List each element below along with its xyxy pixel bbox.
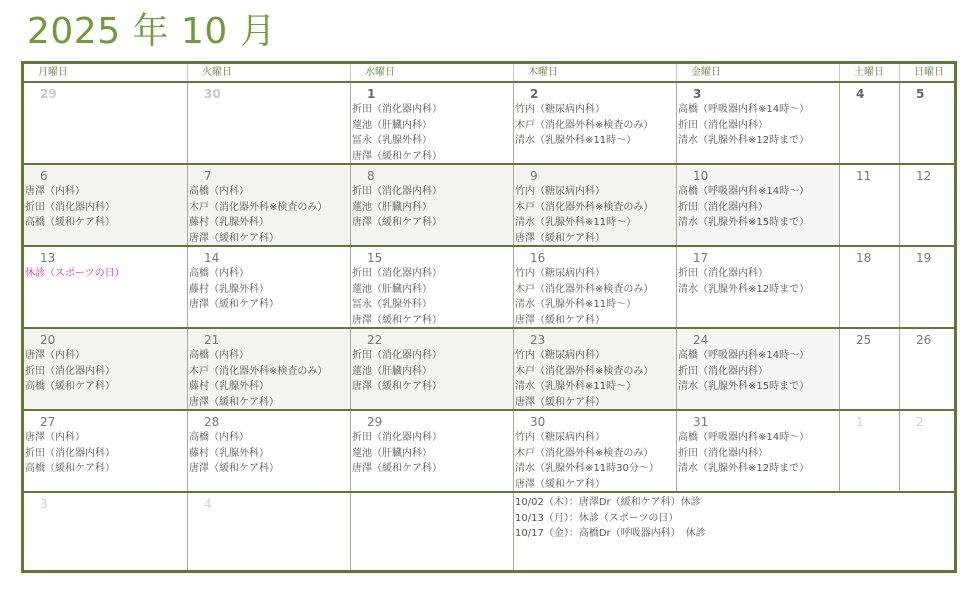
day-number: 21 (204, 333, 220, 347)
doctor-entry: 清水（乳腺外科※12時まで） (678, 463, 810, 475)
day-number: 26 (916, 333, 932, 347)
day-number: 11 (856, 169, 872, 183)
doctor-entry: 折田（消化器内科） (25, 447, 115, 459)
doctor-entry: 清水（乳腺外科※11時30分～） (515, 463, 659, 475)
day-cell[interactable] (513, 329, 676, 409)
doctor-entry: 折田（消化器内科） (352, 432, 442, 443)
day-number: 24 (693, 333, 709, 347)
doctor-entry: 折田（消化器内科） (352, 186, 442, 197)
doctor-entry: 高橋（呼吸器内科※14時～） (678, 432, 810, 443)
day-number: 30 (530, 415, 546, 429)
day-number: 16 (530, 251, 546, 265)
day-number: 3 (40, 497, 48, 511)
doctor-entry: 蓮池（肝臓内科） (352, 447, 432, 459)
day-number: 29 (40, 87, 57, 101)
day-number: 5 (916, 87, 925, 101)
weekday-header-4: 金曜日 (676, 64, 839, 81)
doctor-entry: 藤村（乳腺外科） (189, 381, 269, 393)
doctor-entry: 唐澤（緩和ケア科） (189, 463, 279, 475)
day-cell[interactable] (899, 83, 954, 163)
day-cell[interactable] (676, 165, 839, 245)
doctor-entry: 唐澤（内科） (25, 432, 85, 443)
day-cell[interactable] (187, 83, 350, 163)
day-number: 20 (40, 333, 56, 347)
doctor-entry: 高橋（内科） (189, 432, 249, 443)
day-number: 18 (856, 251, 872, 265)
doctor-entry: 藤村（乳腺外科） (189, 217, 269, 229)
doctor-entry: 高橋（呼吸器内科※14時～） (678, 186, 810, 197)
day-number: 25 (856, 333, 872, 347)
doctor-entry: 折田（消化器内科） (352, 268, 442, 279)
day-cell[interactable] (187, 329, 350, 409)
day-number: 17 (693, 251, 709, 265)
day-cell[interactable] (899, 329, 954, 409)
day-number: 7 (204, 169, 212, 183)
weekday-header-2: 水曜日 (350, 64, 513, 81)
doctor-entry: 唐澤（緩和ケア科） (352, 314, 442, 326)
weekday-header-3: 木曜日 (513, 64, 676, 81)
day-number: 31 (693, 415, 709, 429)
day-cell[interactable] (24, 83, 187, 163)
day-cell[interactable] (513, 165, 676, 245)
doctor-entry: 折田（消化器内科） (25, 201, 115, 213)
doctor-entry: 唐澤（緩和ケア科） (352, 381, 442, 393)
doctor-entry: 折田（消化器内科） (678, 201, 768, 213)
closure-note: 10/13（月）：休診（スポーツの日） (515, 512, 679, 524)
doctor-entry: 高橋（緩和ケア科） (25, 463, 115, 475)
day-number: 23 (530, 333, 546, 347)
doctor-entry: 唐澤（緩和ケア科） (189, 299, 279, 311)
doctor-entry: 折田（消化器内科） (678, 447, 768, 459)
doctor-entry: 折田（消化器内科） (25, 365, 115, 377)
day-cell[interactable] (187, 165, 350, 245)
day-cell[interactable] (350, 247, 513, 327)
doctor-entry: 竹内（糖尿病内科） (515, 186, 605, 197)
week-row (24, 329, 954, 411)
doctor-entry: 藤村（乳腺外科） (189, 447, 269, 459)
weekday-header-6: 日曜日 (899, 64, 954, 81)
day-cell[interactable] (513, 411, 676, 491)
week-row (24, 247, 954, 329)
doctor-entry: 高橋（緩和ケア科） (25, 381, 115, 393)
day-cell[interactable] (676, 329, 839, 409)
day-cell[interactable] (350, 493, 513, 570)
doctor-entry: 竹内（糖尿病内科） (515, 350, 605, 361)
day-cell[interactable] (899, 165, 954, 245)
doctor-entry: 竹内（糖尿病内科） (515, 104, 605, 115)
day-cell[interactable] (839, 165, 899, 245)
weekday-header-1: 火曜日 (187, 64, 350, 81)
day-number: 28 (204, 415, 220, 429)
week-row (24, 411, 954, 493)
doctor-entry: 清水（乳腺外科※11時～） (515, 135, 637, 147)
doctor-entry: 木戸（消化器外科※検査のみ） (515, 365, 654, 377)
day-cell[interactable] (350, 411, 513, 491)
day-cell[interactable] (24, 411, 187, 491)
day-cell[interactable] (187, 411, 350, 491)
doctor-entry: 折田（消化器内科） (678, 268, 768, 279)
day-cell[interactable] (24, 247, 187, 327)
doctor-entry: 蓮池（肝臓内科） (352, 283, 432, 295)
page-title: 2025 年 10 月 (27, 11, 277, 52)
doctor-entry: 清水（乳腺外科※12時まで） (678, 283, 810, 295)
doctor-entry: 折田（消化器内科） (678, 119, 768, 131)
day-cell[interactable] (24, 165, 187, 245)
doctor-entry: 唐澤（緩和ケア科） (515, 478, 605, 490)
closure-note: 10/17（金）：高橋Dr（呼吸器内科） 休診 (515, 528, 706, 539)
doctor-entry: 清水（乳腺外科※11時～） (515, 381, 637, 393)
calendar-grid (21, 61, 957, 573)
day-cell[interactable] (513, 83, 676, 163)
doctor-entry: 冨永（乳腺外科） (352, 299, 432, 311)
day-number: 14 (204, 251, 220, 265)
doctor-entry: 唐澤（緩和ケア科） (352, 150, 442, 162)
day-number: 1 (856, 415, 864, 429)
day-number: 4 (204, 497, 212, 511)
doctor-entry: 清水（乳腺外科※12時まで） (678, 135, 810, 147)
day-cell[interactable] (513, 247, 676, 327)
doctor-entry: 唐澤（内科） (25, 186, 85, 197)
doctor-entry: 休診（スポーツの日） (25, 268, 125, 279)
day-number: 12 (916, 169, 932, 183)
day-number: 22 (367, 333, 383, 347)
doctor-entry: 高橋（緩和ケア科） (25, 217, 115, 229)
day-cell[interactable] (839, 247, 899, 327)
doctor-entry: 唐澤（緩和ケア科） (515, 396, 605, 408)
doctor-entry: 唐澤（緩和ケア科） (189, 232, 279, 244)
doctor-entry: 折田（消化器内科） (352, 350, 442, 361)
day-cell[interactable] (187, 493, 350, 570)
day-number: 27 (40, 415, 56, 429)
day-cell[interactable] (676, 411, 839, 491)
doctor-entry: 唐澤（緩和ケア科） (352, 463, 442, 475)
day-number: 6 (40, 169, 48, 183)
doctor-entry: 清水（乳腺外科※11時～） (515, 217, 637, 229)
day-number: 3 (693, 87, 702, 101)
day-cell[interactable] (24, 493, 187, 570)
day-cell[interactable] (676, 247, 839, 327)
doctor-entry: 藤村（乳腺外科） (189, 283, 269, 295)
doctor-entry: 木戸（消化器外科※検査のみ） (515, 447, 654, 459)
day-number: 30 (204, 87, 221, 101)
day-cell[interactable] (899, 411, 954, 491)
doctor-entry: 竹内（糖尿病内科） (515, 268, 605, 279)
doctor-entry: 冨永（乳腺外科） (352, 135, 432, 147)
day-number: 4 (856, 87, 865, 101)
doctor-entry: 木戸（消化器外科※検査のみ） (515, 283, 654, 295)
week-row (24, 165, 954, 247)
day-cell[interactable] (187, 247, 350, 327)
notes-cell (513, 493, 954, 570)
doctor-entry: 清水（乳腺外科※15時まで） (678, 217, 810, 229)
doctor-entry: 高橋（内科） (189, 186, 249, 197)
day-cell[interactable] (839, 329, 899, 409)
doctor-entry: 蓮池（肝臓内科） (352, 201, 432, 213)
doctor-entry: 高橋（内科） (189, 268, 249, 279)
day-cell[interactable] (839, 411, 899, 491)
doctor-entry: 高橋（呼吸器内科※14時～） (678, 350, 810, 361)
day-number: 19 (916, 251, 932, 265)
day-number: 29 (367, 415, 383, 429)
day-cell[interactable] (350, 83, 513, 163)
day-cell[interactable] (350, 165, 513, 245)
doctor-entry: 木戸（消化器外科※検査のみ） (515, 201, 654, 213)
doctor-entry: 高橋（内科） (189, 350, 249, 361)
day-number: 10 (693, 169, 709, 183)
doctor-entry: 清水（乳腺外科※11時～） (515, 299, 637, 311)
doctor-entry: 木戸（消化器外科※検査のみ） (189, 201, 328, 213)
doctor-entry: 清水（乳腺外科※15時まで） (678, 381, 810, 393)
doctor-entry: 蓮池（肝臓内科） (352, 119, 432, 131)
doctor-entry: 唐澤（緩和ケア科） (189, 396, 279, 408)
doctor-entry: 木戸（消化器外科※検査のみ） (189, 365, 328, 377)
day-cell[interactable] (24, 329, 187, 409)
day-cell[interactable] (839, 83, 899, 163)
doctor-entry: 唐澤（緩和ケア科） (515, 232, 605, 244)
doctor-entry: 高橋（呼吸器内科※14時～） (678, 104, 810, 115)
weekday-header (24, 64, 954, 83)
day-number (351, 493, 513, 512)
doctor-entry: 折田（消化器内科） (352, 104, 442, 115)
day-number: 13 (40, 251, 56, 265)
doctor-entry: 木戸（消化器外科※検査のみ） (515, 119, 654, 131)
day-cell[interactable] (899, 247, 954, 327)
doctor-entry: 唐澤（緩和ケア科） (515, 314, 605, 326)
day-number: 2 (916, 415, 924, 429)
doctor-entry: 折田（消化器内科） (678, 365, 768, 377)
weekday-header-5: 土曜日 (839, 64, 899, 81)
closure-note: 10/02（木）：唐澤Dr（緩和ケア科）休診 (515, 497, 701, 508)
day-number: 8 (367, 169, 375, 183)
doctor-entry: 竹内（糖尿病内科） (515, 432, 605, 443)
day-number: 1 (367, 87, 376, 101)
day-number: 15 (367, 251, 383, 265)
weekday-header-0: 月曜日 (38, 67, 68, 78)
day-number: 9 (530, 169, 538, 183)
week-row (24, 493, 954, 570)
day-number: 2 (530, 87, 539, 101)
day-cell[interactable] (676, 83, 839, 163)
doctor-entry: 蓮池（肝臓内科） (352, 365, 432, 377)
doctor-entry: 唐澤（緩和ケア科） (352, 217, 442, 229)
doctor-entry: 唐澤（内科） (25, 350, 85, 361)
week-row (24, 83, 954, 165)
day-cell[interactable] (350, 329, 513, 409)
